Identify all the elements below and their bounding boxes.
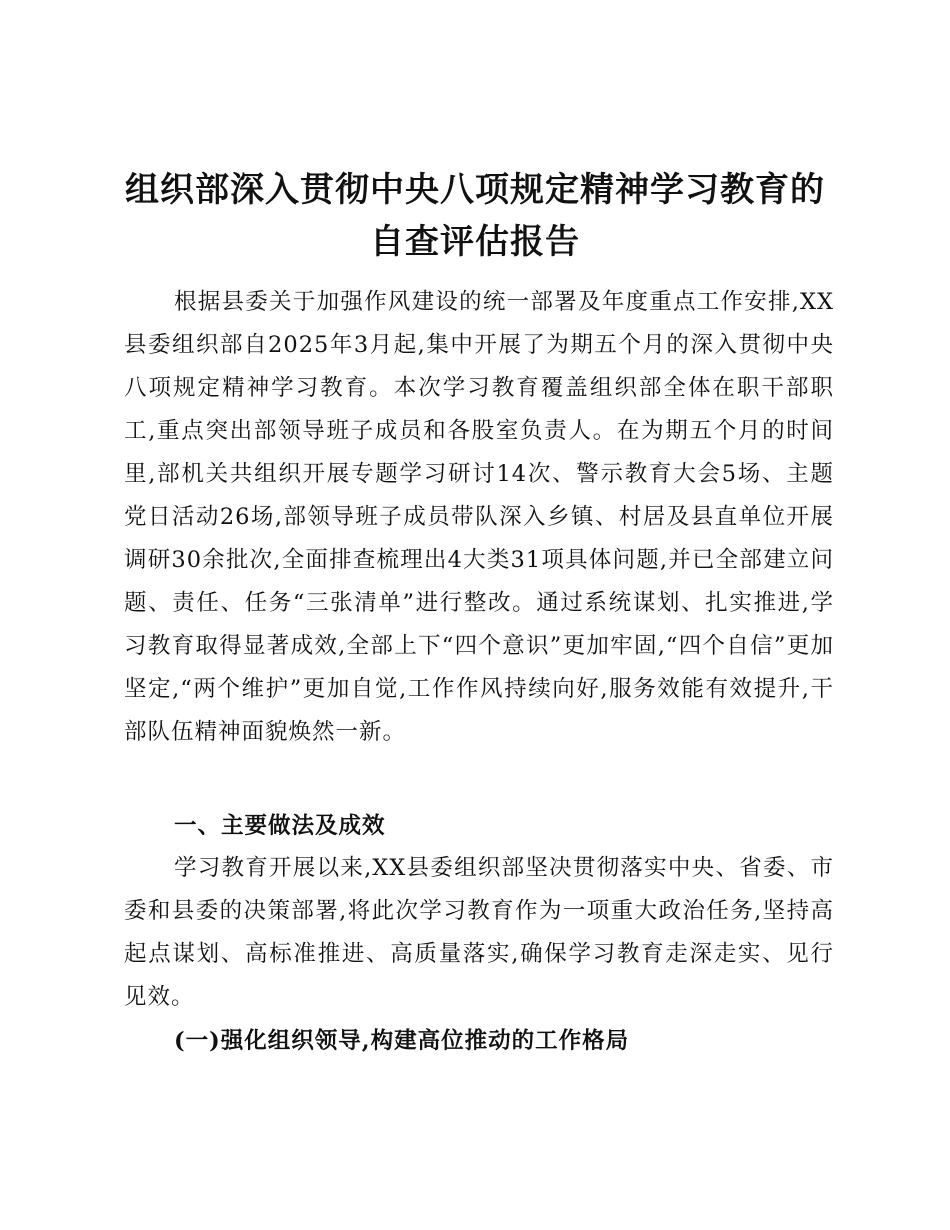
section-paragraph-main-practices: 学习教育开展以来,XX县委组织部坚决贯彻落实中央、省委、市委和县委的决策部署,将此次学习教育作为一项重大政治任务,坚持高起点谋划、高标准推进、高质量落实,确保学习教育走深走实、见行见效。	[124, 855, 834, 1010]
subsection-heading-organization-leadership: (一)强化组织领导,构建高位推动的工作格局	[174, 1028, 630, 1054]
document-title-line-1: 组织部深入贯彻中央八项规定精神学习教育的	[125, 170, 825, 210]
document-title-line-2: 自查评估报告	[370, 222, 580, 262]
intro-paragraph: 根据县委关于加强作风建设的统一部署及年度重点工作安排,XX县委组织部自2025年3月起,集中开展了为期五个月的深入贯彻中央八项规定精神学习教育。本次学习教育覆盖组织部全体在职干部职工,重点突出部领导班子成员和各股室负责人。在为期五个月的时间里,部机关共组织开展专题学习研讨14次、警示教育大会5场、主题党日活动26场,部领导班子成员带队深入乡镇、村居及县直单位开展调研30余批次,全面排查梳理出4大类31项具体问题,并已全部建立问题、责任、任务“三张清单”进行整改。通过系统谋划、扎实推进,学习教育取得显著成效,全部上下“四个意识”更加牢固,“四个自信”更加坚定,“两个维护”更加自觉,工作作风持续向好,服务效能有效提升,干部队伍精神面貌焕然一新。	[124, 289, 834, 745]
section-heading-main-practices: 一、主要做法及成效	[174, 813, 386, 839]
